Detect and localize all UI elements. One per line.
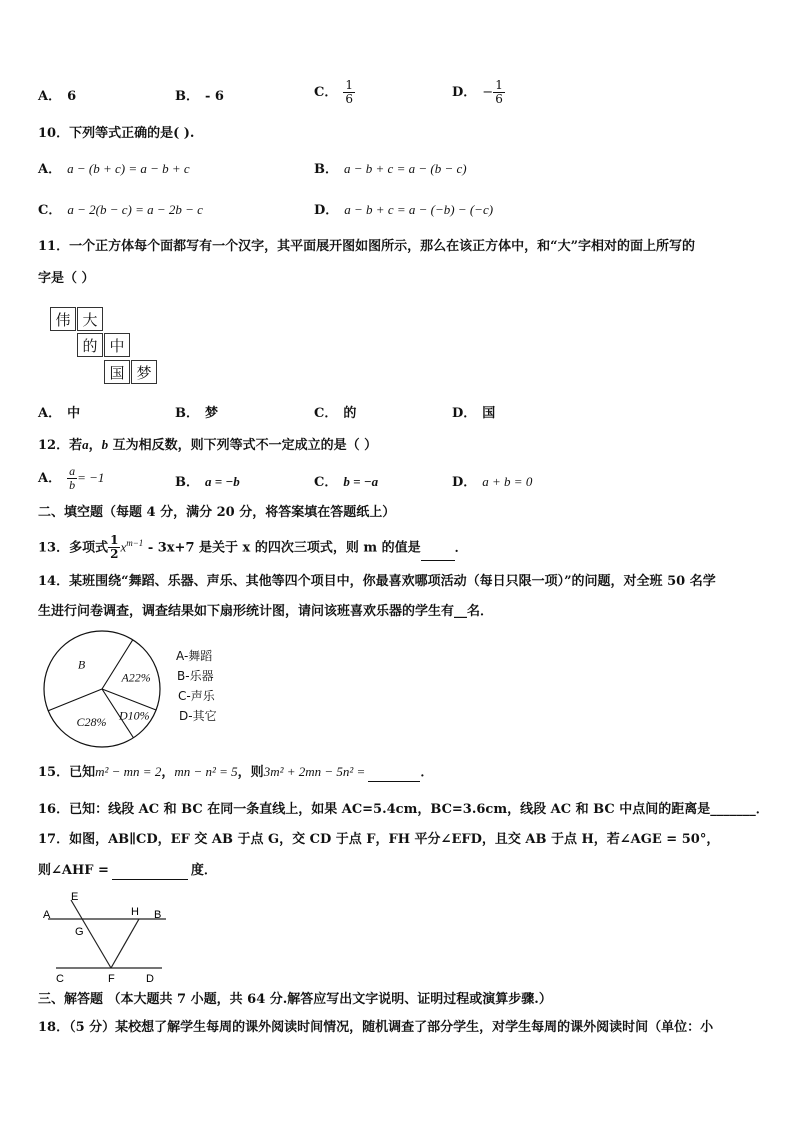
q10-option-b bbox=[314, 160, 467, 179]
fraction-denominator: 6 bbox=[345, 92, 353, 106]
q9-option-c bbox=[314, 79, 355, 106]
fraction bbox=[493, 79, 505, 106]
stem-text: 15．已知 bbox=[38, 765, 96, 780]
option-label: A． bbox=[38, 162, 62, 177]
q17-line1: 17．如图，AB∥CD，EF 交 AB 于点 G，交 CD 于点 F，FH 平分∠EFD，且交 AB 于点 H，若∠AGE = 50°， bbox=[38, 832, 720, 847]
stem-text: ，则 bbox=[237, 765, 264, 780]
expression: mn − n² = 5 bbox=[174, 764, 238, 779]
fraction-denominator: b bbox=[69, 478, 76, 492]
option-label: B． bbox=[175, 475, 199, 490]
net-cell: 大 bbox=[77, 307, 103, 331]
stem-text: 13．多项式 bbox=[38, 540, 109, 556]
fraction bbox=[108, 534, 120, 561]
legend-item: A-舞蹈 bbox=[176, 649, 213, 663]
option-value: 的 bbox=[343, 406, 357, 421]
legend-item: B-乐器 bbox=[177, 669, 214, 683]
q14-line2: 生进行问卷调查，调查结果如下扇形统计图，请问该班喜欢乐器的学生有__名． bbox=[38, 604, 494, 619]
q11-option-a bbox=[38, 405, 80, 423]
pie-slice-label-a: A22% bbox=[121, 670, 151, 685]
point-label: E bbox=[71, 891, 79, 903]
option-label: A． bbox=[38, 471, 62, 486]
option-expression: a + b = 0 bbox=[482, 474, 533, 489]
fraction-numerator: 1 bbox=[345, 78, 353, 92]
point-label: C bbox=[56, 973, 64, 985]
option-label: C． bbox=[314, 475, 338, 490]
option-label: B． bbox=[314, 162, 338, 177]
pie-slice-label-d: D10% bbox=[119, 708, 150, 723]
q9-option-d bbox=[452, 79, 505, 106]
pie-slice-label-c: C28% bbox=[76, 715, 107, 730]
section-3-heading: 三、解答题 （本大题共 7 小题，共 64 分.解答应写出文字说明、证明过程或演算步骤.） bbox=[38, 992, 552, 1007]
q15 bbox=[38, 763, 433, 782]
variable: x bbox=[120, 539, 127, 555]
option-label: C． bbox=[314, 406, 338, 421]
answer-blank bbox=[368, 781, 420, 782]
option-expression: a − b + c = a − (b − c) bbox=[344, 161, 467, 176]
option-value: 6 bbox=[67, 89, 77, 104]
expression: 3m² + 2mn − 5n² = bbox=[263, 764, 366, 779]
option-label: D． bbox=[452, 85, 477, 100]
pie-slice-label-b: B bbox=[77, 657, 86, 672]
q10-stem: 10．下列等式正确的是( ). bbox=[38, 126, 195, 141]
fraction bbox=[67, 465, 77, 492]
option-value: 中 bbox=[67, 406, 81, 421]
option-label: A． bbox=[38, 89, 62, 104]
option-expression: a − (b + c) = a − b + c bbox=[67, 161, 190, 176]
option-label: C． bbox=[314, 85, 338, 100]
stem-text: 则∠AHF = bbox=[38, 863, 109, 878]
q10-option-c bbox=[38, 201, 203, 220]
option-label: D． bbox=[452, 406, 477, 421]
option-label: A． bbox=[38, 406, 62, 421]
fraction-denominator: 6 bbox=[495, 92, 503, 106]
option-expression: a − 2(b − c) = a − 2b − c bbox=[67, 202, 203, 217]
point-label: G bbox=[75, 926, 84, 938]
q12-stem bbox=[38, 436, 377, 455]
option-value: 梦 bbox=[205, 406, 219, 421]
q12-option-b bbox=[175, 473, 240, 492]
point-label: B bbox=[154, 909, 162, 921]
minus-sign: − bbox=[482, 85, 494, 100]
legend-item: C-声乐 bbox=[178, 689, 215, 703]
q16: 16．已知：线段 AC 和 BC 在同一条直线上，如果 AC=5.4cm，BC=3.6cm，线段 AC 和 BC 中点间的距离是_______． bbox=[38, 802, 769, 817]
q18: 18．（5 分）某校想了解学生每周的课外阅读时间情况，随机调查了部分学生，对学生每周的课外阅读时间（单位：小 bbox=[38, 1020, 714, 1035]
option-label: D． bbox=[314, 203, 339, 218]
option-label: B． bbox=[175, 89, 199, 104]
net-cell: 伟 bbox=[50, 307, 76, 331]
q13 bbox=[38, 530, 468, 561]
fraction-numerator: 1 bbox=[110, 533, 119, 548]
option-label: B． bbox=[175, 406, 199, 421]
option-expression: a − b + c = a − (−b) − (−c) bbox=[344, 202, 494, 217]
stem-text: ． bbox=[420, 765, 434, 780]
option-expression: a = −b bbox=[205, 474, 240, 489]
answer-blank bbox=[112, 879, 188, 880]
q17-line2 bbox=[38, 862, 217, 880]
stem-text: ， bbox=[161, 765, 175, 780]
q11-stem-line1: 11．一个正方体每个面都写有一个汉字，其平面展开图如图所示，那么在该正方体中，和“大”字相对的面上所写的 bbox=[38, 239, 696, 254]
q12-option-c bbox=[314, 473, 378, 492]
stem-text: - 3x+7 是关于 x 的四次三项式，则 m 的值是 bbox=[143, 540, 421, 556]
option-value: - 6 bbox=[205, 89, 224, 104]
point-label: F bbox=[108, 973, 115, 985]
q12-option-a bbox=[38, 465, 104, 492]
fraction bbox=[343, 79, 355, 106]
net-cell: 的 bbox=[77, 333, 103, 357]
fraction-denominator: 2 bbox=[110, 547, 119, 562]
q11-option-c bbox=[314, 405, 356, 423]
exponent: m−1 bbox=[126, 538, 144, 548]
option-value: 国 bbox=[482, 406, 496, 421]
q14-line1: 14．某班围绕“舞蹈、乐器、声乐、其他等四个项目中，你最喜欢哪项活动（每日只限一项）”的问题，对全班 50 名学 bbox=[38, 574, 716, 589]
expression: m² − mn = 2 bbox=[95, 764, 162, 779]
option-label: C． bbox=[38, 203, 62, 218]
stem-text: ． bbox=[454, 540, 468, 556]
variable: b bbox=[101, 437, 109, 452]
stem-text: 度． bbox=[190, 863, 217, 878]
net-cell: 梦 bbox=[131, 360, 157, 384]
pie-chart bbox=[36, 628, 170, 752]
parallel-lines-figure bbox=[36, 888, 176, 988]
fraction-numerator: 1 bbox=[495, 78, 503, 92]
line-fh bbox=[111, 919, 139, 968]
point-label: H bbox=[131, 906, 139, 918]
net-cell: 中 bbox=[104, 333, 130, 357]
q11-stem-line2: 字是（ ） bbox=[38, 271, 95, 286]
q12-option-d bbox=[452, 473, 532, 492]
net-cell: 国 bbox=[104, 360, 130, 384]
variable: a bbox=[82, 437, 89, 452]
stem-text: ， bbox=[88, 438, 102, 453]
q10-option-d bbox=[314, 201, 493, 220]
answer-blank bbox=[421, 560, 455, 561]
q11-option-d bbox=[452, 405, 495, 423]
stem-text: 互为相反数，则下列等式不一定成立的是（ ） bbox=[108, 438, 378, 453]
legend-item: D-其它 bbox=[179, 709, 217, 723]
q10-option-a bbox=[38, 160, 190, 179]
point-label: D bbox=[146, 973, 154, 985]
point-label: A bbox=[43, 909, 51, 921]
option-label: D． bbox=[452, 475, 477, 490]
stem-text: 12．若 bbox=[38, 438, 83, 453]
q9-option-b bbox=[175, 88, 224, 106]
option-expression: b = −a bbox=[343, 474, 379, 489]
option-expression: = −1 bbox=[77, 470, 105, 485]
section-2-heading: 二、填空题（每题 4 分，满分 20 分，将答案填在答题纸上） bbox=[38, 505, 396, 520]
q9-option-a bbox=[38, 88, 76, 106]
q11-option-b bbox=[175, 405, 218, 423]
fraction-numerator: a bbox=[69, 464, 76, 478]
